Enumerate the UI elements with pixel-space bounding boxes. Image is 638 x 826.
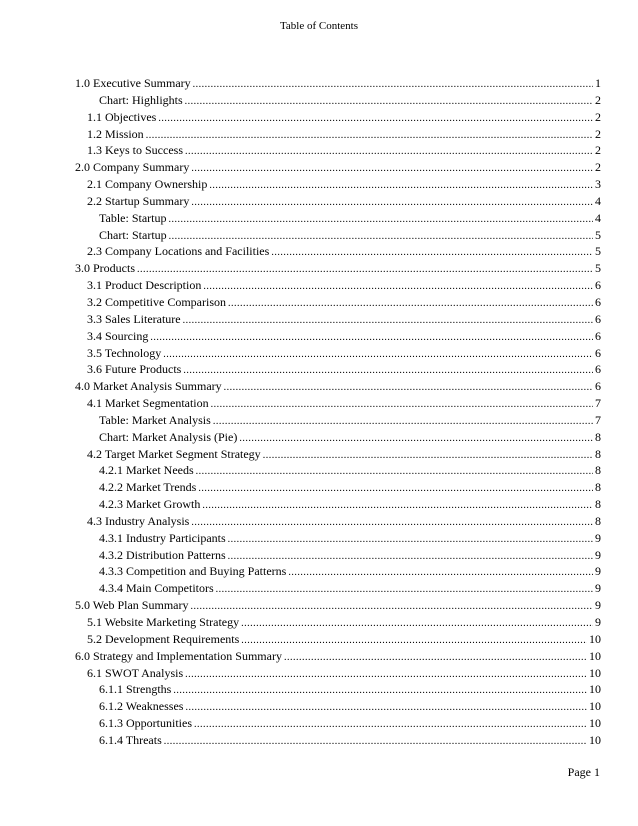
toc-entry-page: 10 (589, 716, 601, 731)
toc-entry-title: 3.1 Product Description (87, 278, 202, 293)
toc-entry-page: 3 (595, 177, 601, 192)
toc-dot-leader (191, 161, 593, 178)
toc-entry-title: 6.0 Strategy and Implementation Summary (75, 648, 282, 663)
toc-entry[interactable] (75, 563, 601, 580)
toc-entry-title: 4.3.3 Competition and Buying Patterns (99, 564, 287, 579)
toc-entry-title: 4.2.3 Market Growth (99, 497, 201, 512)
toc-dot-leader (271, 245, 593, 262)
toc-dot-leader (224, 380, 593, 397)
toc-entry[interactable] (75, 311, 601, 328)
toc-entry-page: 2 (595, 126, 601, 141)
toc-entry[interactable] (75, 328, 601, 345)
toc-entry[interactable] (75, 243, 601, 260)
toc-entry[interactable] (75, 648, 601, 665)
table-of-contents (75, 75, 601, 749)
toc-entry-title: 3.0 Products (75, 261, 135, 276)
toc-entry-page: 8 (595, 480, 601, 495)
toc-entry[interactable] (75, 142, 601, 159)
toc-entry[interactable] (75, 681, 601, 698)
toc-entry-page: 8 (595, 497, 601, 512)
toc-entry-title: 1.0 Executive Summary (75, 76, 191, 90)
toc-entry[interactable] (75, 631, 601, 648)
toc-dot-leader (241, 633, 587, 650)
toc-entry[interactable] (75, 462, 601, 479)
toc-dot-leader (216, 582, 593, 599)
toc-dot-leader (146, 128, 593, 145)
toc-entry-page: 6 (595, 278, 601, 293)
toc-entry-title: 4.0 Market Analysis Summary (75, 379, 222, 394)
toc-entry-page: 10 (589, 665, 601, 680)
toc-entry-page: 9 (595, 615, 601, 629)
toc-entry-page: 9 (595, 598, 601, 613)
toc-entry-title: 6.1.3 Opportunities (99, 716, 192, 731)
toc-entry[interactable] (75, 547, 601, 564)
toc-entry-title: 4.2.2 Market Trends (99, 480, 197, 495)
toc-entry-title: Chart: Highlights (99, 92, 183, 107)
toc-entry-title: 4.1 Market Segmentation (87, 396, 209, 411)
toc-dot-leader (193, 77, 593, 94)
toc-entry-page: 9 (595, 547, 601, 562)
toc-dot-leader (158, 111, 593, 128)
toc-entry-page: 10 (589, 732, 601, 747)
toc-entry[interactable] (75, 126, 601, 143)
toc-dot-leader (228, 296, 593, 313)
toc-entry[interactable] (75, 193, 601, 210)
toc-entry[interactable] (75, 277, 601, 294)
toc-dot-leader (183, 363, 593, 380)
toc-entry[interactable] (75, 597, 601, 614)
toc-entry-title: 3.6 Future Products (87, 362, 182, 377)
toc-dot-leader (209, 178, 593, 195)
toc-entry-page: 5 (595, 261, 601, 276)
toc-entry-page: 9 (595, 581, 601, 596)
toc-dot-leader (263, 448, 593, 465)
toc-dot-leader (163, 347, 593, 364)
toc-entry-page: 4 (595, 193, 601, 208)
toc-entry[interactable] (75, 479, 601, 496)
toc-entry-title: 6.1.2 Weaknesses (99, 699, 184, 714)
toc-dot-leader (203, 279, 593, 296)
toc-entry-page: 6 (595, 379, 601, 394)
toc-dot-leader (191, 195, 593, 212)
toc-entry[interactable] (75, 260, 601, 277)
toc-entry-title: 4.3.4 Main Competitors (99, 581, 214, 596)
toc-dot-leader (284, 650, 587, 667)
toc-dot-leader (194, 717, 587, 734)
toc-entry[interactable] (75, 210, 601, 227)
toc-entry-title: 6.1.1 Strengths (99, 682, 172, 697)
toc-entry-title: 3.5 Technology (87, 345, 162, 360)
toc-entry-title: 4.3 Industry Analysis (87, 513, 190, 528)
toc-entry-page: 4 (595, 210, 601, 225)
toc-entry-page: 9 (595, 564, 601, 579)
toc-entry-title: 3.3 Sales Literature (87, 311, 181, 326)
toc-entry-page: 9 (595, 530, 601, 545)
toc-dot-leader (202, 498, 593, 515)
toc-dot-leader (198, 481, 593, 498)
toc-entry[interactable] (75, 395, 601, 412)
toc-entry-title: 6.1.4 Threats (99, 732, 162, 747)
toc-entry-title: 1.1 Objectives (87, 109, 157, 124)
toc-entry-page: 10 (589, 631, 601, 646)
toc-dot-leader (185, 700, 587, 717)
toc-dot-leader (168, 212, 593, 229)
toc-entry-page: 6 (595, 328, 601, 343)
toc-entry-page: 8 (595, 463, 601, 478)
toc-entry-title: 4.2.1 Market Needs (99, 463, 194, 478)
page-number: Page 1 (567, 765, 600, 779)
toc-dot-leader (239, 431, 593, 448)
toc-entry-page: 6 (595, 345, 601, 360)
toc-entry-page: 10 (589, 648, 601, 663)
toc-entry-title: Table: Market Analysis (99, 412, 211, 427)
toc-dot-leader (183, 313, 593, 330)
toc-entry-page: 7 (595, 412, 601, 427)
toc-entry-title: 3.4 Sourcing (87, 328, 149, 343)
toc-entry-title: 1.3 Keys to Success (87, 143, 183, 158)
toc-entry-page: 7 (595, 396, 601, 411)
toc-entry-page: 5 (595, 227, 601, 242)
toc-entry[interactable] (75, 345, 601, 362)
toc-entry-page: 8 (595, 429, 601, 444)
toc-entry[interactable] (75, 109, 601, 126)
toc-entry[interactable] (75, 92, 601, 109)
toc-dot-leader (196, 464, 593, 481)
toc-entry-page: 2 (595, 109, 601, 124)
toc-entry[interactable] (75, 665, 601, 682)
toc-entry[interactable] (75, 698, 601, 715)
toc-entry-title: 2.1 Company Ownership (87, 177, 208, 192)
toc-entry-page: 2 (595, 160, 601, 175)
toc-entry-page: 10 (589, 699, 601, 714)
toc-entry[interactable] (75, 496, 601, 513)
toc-entry-title: 4.2 Target Market Segment Strategy (87, 446, 261, 461)
toc-entry-page: 8 (595, 513, 601, 528)
toc-dot-leader (164, 734, 587, 751)
toc-entry-page: 2 (595, 92, 601, 107)
toc-entry[interactable] (75, 614, 601, 631)
toc-dot-leader (190, 599, 593, 616)
toc-entry-title: 4.3.1 Industry Participants (99, 530, 226, 545)
toc-dot-leader (185, 94, 593, 111)
toc-entry[interactable] (75, 361, 601, 378)
toc-entry[interactable] (75, 530, 601, 547)
toc-entry-title: Chart: Market Analysis (Pie) (99, 429, 238, 444)
toc-dot-leader (173, 683, 587, 700)
toc-entry-page: 2 (595, 143, 601, 158)
toc-entry-title: 2.3 Company Locations and Facilities (87, 244, 270, 259)
toc-entry[interactable] (75, 429, 601, 446)
toc-entry-page: 1 (595, 76, 601, 90)
toc-entry[interactable] (75, 159, 601, 176)
toc-entry[interactable] (75, 378, 601, 395)
toc-entry-title: 2.2 Startup Summary (87, 193, 190, 208)
toc-dot-leader (213, 414, 593, 431)
toc-entry[interactable] (75, 294, 601, 311)
toc-entry[interactable] (75, 412, 601, 429)
toc-entry[interactable] (75, 446, 601, 463)
toc-entry-title: 2.0 Company Summary (75, 160, 190, 175)
toc-entry-title: Chart: Startup (99, 227, 167, 242)
toc-entry-page: 8 (595, 446, 601, 461)
toc-entry[interactable] (75, 580, 601, 597)
toc-entry[interactable] (75, 75, 601, 92)
page-title: Table of Contents (279, 20, 359, 32)
toc-entry-title: 4.3.2 Distribution Patterns (99, 547, 226, 562)
toc-entry[interactable] (75, 732, 601, 749)
toc-entry[interactable] (75, 513, 601, 530)
toc-entry-title: 3.2 Competitive Comparison (87, 294, 226, 309)
toc-entry-page: 5 (595, 244, 601, 259)
toc-entry[interactable] (75, 227, 601, 244)
toc-dot-leader (288, 565, 593, 582)
toc-entry[interactable] (75, 715, 601, 732)
toc-dot-leader (137, 262, 593, 279)
toc-entry-title: 6.1 SWOT Analysis (87, 665, 184, 680)
toc-dot-leader (241, 616, 593, 633)
toc-dot-leader (185, 667, 587, 684)
toc-entry-title: 5.1 Website Marketing Strategy (87, 615, 240, 629)
toc-entry-title: 5.0 Web Plan Summary (75, 598, 189, 613)
toc-entry[interactable] (75, 176, 601, 193)
toc-entry-page: 6 (595, 294, 601, 309)
toc-entry-title: Table: Startup (99, 210, 167, 225)
toc-entry-page: 6 (595, 362, 601, 377)
toc-dot-leader (228, 532, 593, 549)
toc-entry-page: 6 (595, 311, 601, 326)
toc-dot-leader (191, 515, 593, 532)
toc-entry-page: 10 (589, 682, 601, 697)
toc-dot-leader (211, 397, 593, 414)
toc-dot-leader (150, 330, 593, 347)
toc-entry-title: 5.2 Development Requirements (87, 631, 240, 646)
toc-dot-leader (185, 144, 593, 161)
toc-entry-title: 1.2 Mission (87, 126, 144, 141)
